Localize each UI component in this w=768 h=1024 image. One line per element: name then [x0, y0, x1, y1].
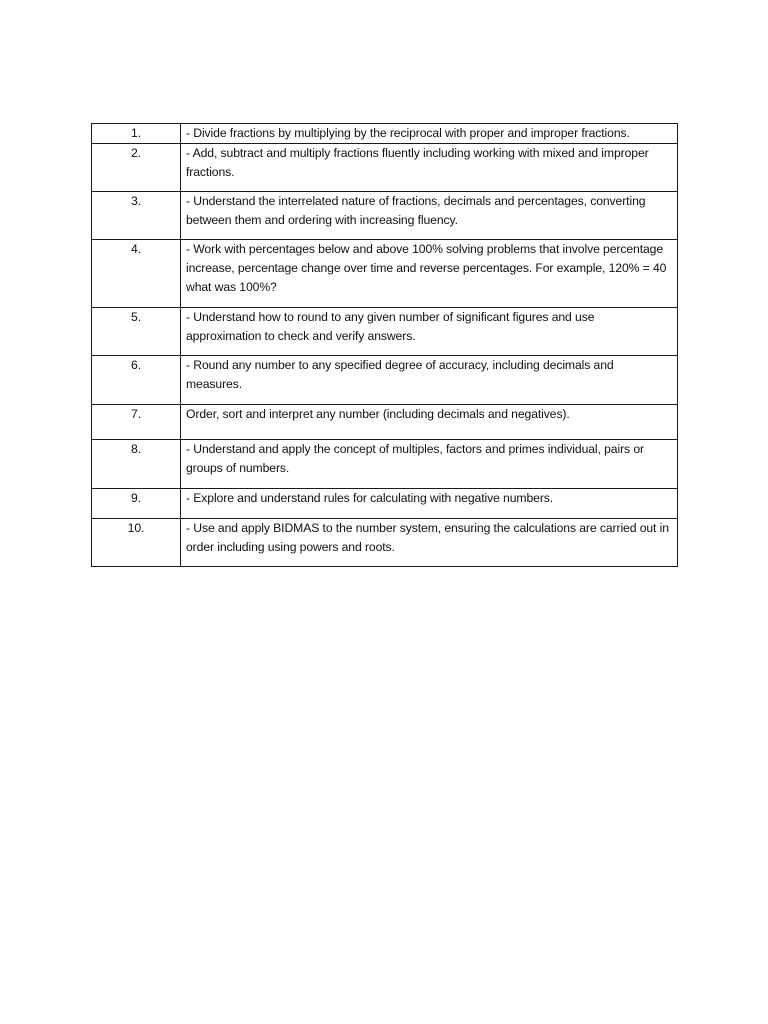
row-number-cell	[92, 489, 181, 519]
row-number-cell	[92, 144, 181, 192]
row-number: 10.	[127, 521, 145, 535]
row-number-cell	[92, 192, 181, 240]
row-description-cell	[181, 144, 678, 192]
row-description: - Use and apply BIDMAS to the number system, ensuring the calculations are carried out in order including using powers and roots.	[186, 521, 669, 554]
table-row	[92, 356, 678, 405]
table-row	[92, 192, 678, 240]
row-number-cell	[92, 405, 181, 440]
table-row	[92, 405, 678, 440]
row-description: - Understand how to round to any given number of significant figures and use approximation to check and verify answers.	[186, 310, 595, 343]
row-description-cell	[181, 192, 678, 240]
row-number-cell	[92, 356, 181, 405]
row-number: 3.	[131, 194, 141, 208]
row-number: 8.	[131, 442, 141, 456]
row-description: - Understand and apply the concept of multiples, factors and primes individual, pairs or groups of numbers.	[186, 442, 644, 475]
row-number-cell	[92, 124, 181, 144]
row-number: 4.	[131, 242, 141, 256]
row-description: - Explore and understand rules for calculating with negative numbers.	[186, 491, 554, 505]
objectives-table	[91, 123, 678, 567]
row-description-cell	[181, 124, 678, 144]
row-number: 7.	[131, 407, 141, 421]
table-row	[92, 519, 678, 567]
table-row	[92, 440, 678, 489]
row-number-cell	[92, 240, 181, 308]
table-row	[92, 144, 678, 192]
row-number-cell	[92, 519, 181, 567]
table-row	[92, 308, 678, 356]
row-description: - Round any number to any specified degree of accuracy, including decimals and measures.	[186, 358, 614, 391]
row-number: 5.	[131, 310, 141, 324]
row-description: - Add, subtract and multiply fractions fluently including working with mixed and improper fractions.	[186, 146, 649, 179]
row-description-cell	[181, 440, 678, 489]
row-description: - Understand the interrelated nature of fractions, decimals and percentages, converting between them and ordering with increasing fluency.	[186, 194, 646, 227]
row-description: Order, sort and interpret any number (including decimals and negatives).	[186, 407, 570, 421]
row-description-cell	[181, 240, 678, 308]
row-description: - Work with percentages below and above 100% solving problems that involve percentage increase, percentage change over time and reverse percentages. For example, 120% = 40 what was 100%?	[186, 242, 667, 294]
row-description-cell	[181, 405, 678, 440]
row-description-cell	[181, 308, 678, 356]
row-number-cell	[92, 440, 181, 489]
row-description-cell	[181, 519, 678, 567]
table-row	[92, 240, 678, 308]
row-number: 1.	[131, 126, 141, 140]
row-description: - Divide fractions by multiplying by the reciprocal with proper and improper fractions.	[186, 126, 630, 140]
table-row	[92, 489, 678, 519]
row-number: 6.	[131, 358, 141, 372]
row-description-cell	[181, 356, 678, 405]
row-number: 9.	[131, 491, 141, 505]
row-number-cell	[92, 308, 181, 356]
row-description-cell	[181, 489, 678, 519]
table-row	[92, 124, 678, 144]
row-number: 2.	[131, 146, 141, 160]
